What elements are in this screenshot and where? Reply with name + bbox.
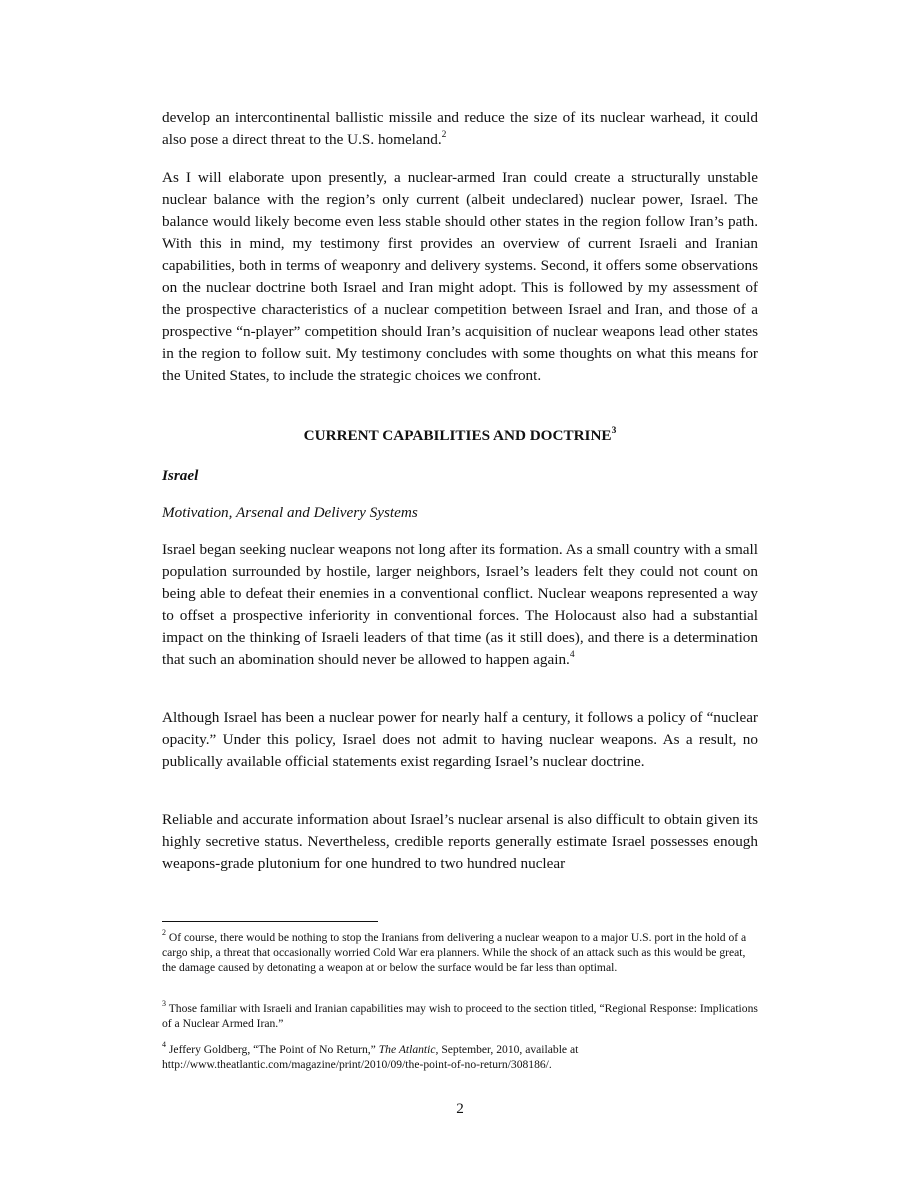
paragraph-5 xyxy=(162,809,758,875)
footnote-4-text-after: September, 2010, available at http://www.theatlantic.com/magazine/print/2010/09/the-point-of-no-return/308186/. xyxy=(162,1043,579,1072)
section-heading xyxy=(162,425,758,447)
paragraph-4-text: Although Israel has been a nuclear power for nearly half a century, it follows a policy of “nuclear opacity.” Under this policy, Israel does not admit to having nuclear weapons. As a result, no publically available official statements exist regarding Israel’s nuclear doctrine. xyxy=(162,709,758,770)
footnote-3 xyxy=(162,1001,758,1031)
subheading-motivation: Motivation, Arsenal and Delivery Systems xyxy=(162,504,418,521)
paragraph-1 xyxy=(162,107,758,151)
footnote-ref-4: 4 xyxy=(569,649,575,660)
page-number: 2 xyxy=(456,1100,464,1117)
footnote-divider xyxy=(162,921,378,922)
paragraph-2-text: As I will elaborate upon presently, a nuclear-armed Iran could create a structurally unstable nuclear balance with the region’s only current (albeit undeclared) nuclear power, Israel. The balance would likely become even less stable should other states in the region follow Iran’s path. With this in mind, my testimony first provides an overview of current Israeli and Iranian capabilities, both in terms of weaponry and delivery systems. Second, it offers some observations on the nuclear doctrine both Israel and Iran might adopt. This is followed by my assessment of the prospective characteristics of a nuclear competition between Israel and Iran, and those of a prospective “n-player” competition should Iran’s acquisition of nuclear weapons lead other states in the region to follow suit. My testimony concludes with some thoughts on what this means for the United States, to include the strategic choices we confront. xyxy=(162,169,758,384)
paragraph-3 xyxy=(162,539,758,671)
footnote-ref-3: 3 xyxy=(611,425,617,436)
footnote-2-text: Of course, there would be nothing to stop the Iranians from delivering a nuclear weapon to a major U.S. port in the hold of a cargo ship, a threat that occasionally worried Cold War era planners. While the shock of an attack such as this would be great, the damage caused by detonating a weapon at or below the surface would be far less than optimal. xyxy=(162,931,747,975)
footnote-4-text-before: Jeffery Goldberg, “The Point of No Return,” xyxy=(168,1043,379,1056)
footnote-4-number: 4 xyxy=(162,1040,166,1050)
footnote-2 xyxy=(162,930,758,976)
subheading-israel: Israel xyxy=(162,467,199,484)
footnote-4 xyxy=(162,1042,758,1072)
paragraph-3-text: Israel began seeking nuclear weapons not long after its formation. As a small country with a small population surrounded by hostile, larger neighbors, Israel’s leaders felt they could not count on being able to defeat their enemies in a conventional conflict. Nuclear weapons represented a way to offset a prospective inferiority in conventional forces. The Holocaust also had a substantial impact on the thinking of Israeli leaders of that time (as it still does), and there is a determination that such an abomination should never be allowed to happen again. xyxy=(162,541,758,668)
section-heading-text: CURRENT CAPABILITIES AND DOCTRINE xyxy=(303,427,612,444)
footnote-2-number: 2 xyxy=(162,928,166,938)
paragraph-5-text: Reliable and accurate information about Israel’s nuclear arsenal is also difficult to obtain given its highly secretive status. Nevertheless, credible reports generally estimate Israel possesses enough weapons-grade plutonium for one hundred to two hundred nuclear xyxy=(162,811,758,872)
footnote-4-publication: The Atlantic, xyxy=(378,1043,439,1056)
paragraph-4 xyxy=(162,707,758,773)
footnote-3-number: 3 xyxy=(162,999,166,1009)
paragraph-1-text: develop an intercontinental ballistic missile and reduce the size of its nuclear warhead, it could also pose a direct threat to the U.S. homeland. xyxy=(162,109,758,148)
paragraph-2 xyxy=(162,167,758,387)
footnote-3-text: Those familiar with Israeli and Iranian capabilities may wish to proceed to the section titled, “Regional Response: Implications of a Nuclear Armed Iran.” xyxy=(162,1002,758,1031)
footnote-ref-2: 2 xyxy=(441,129,447,140)
